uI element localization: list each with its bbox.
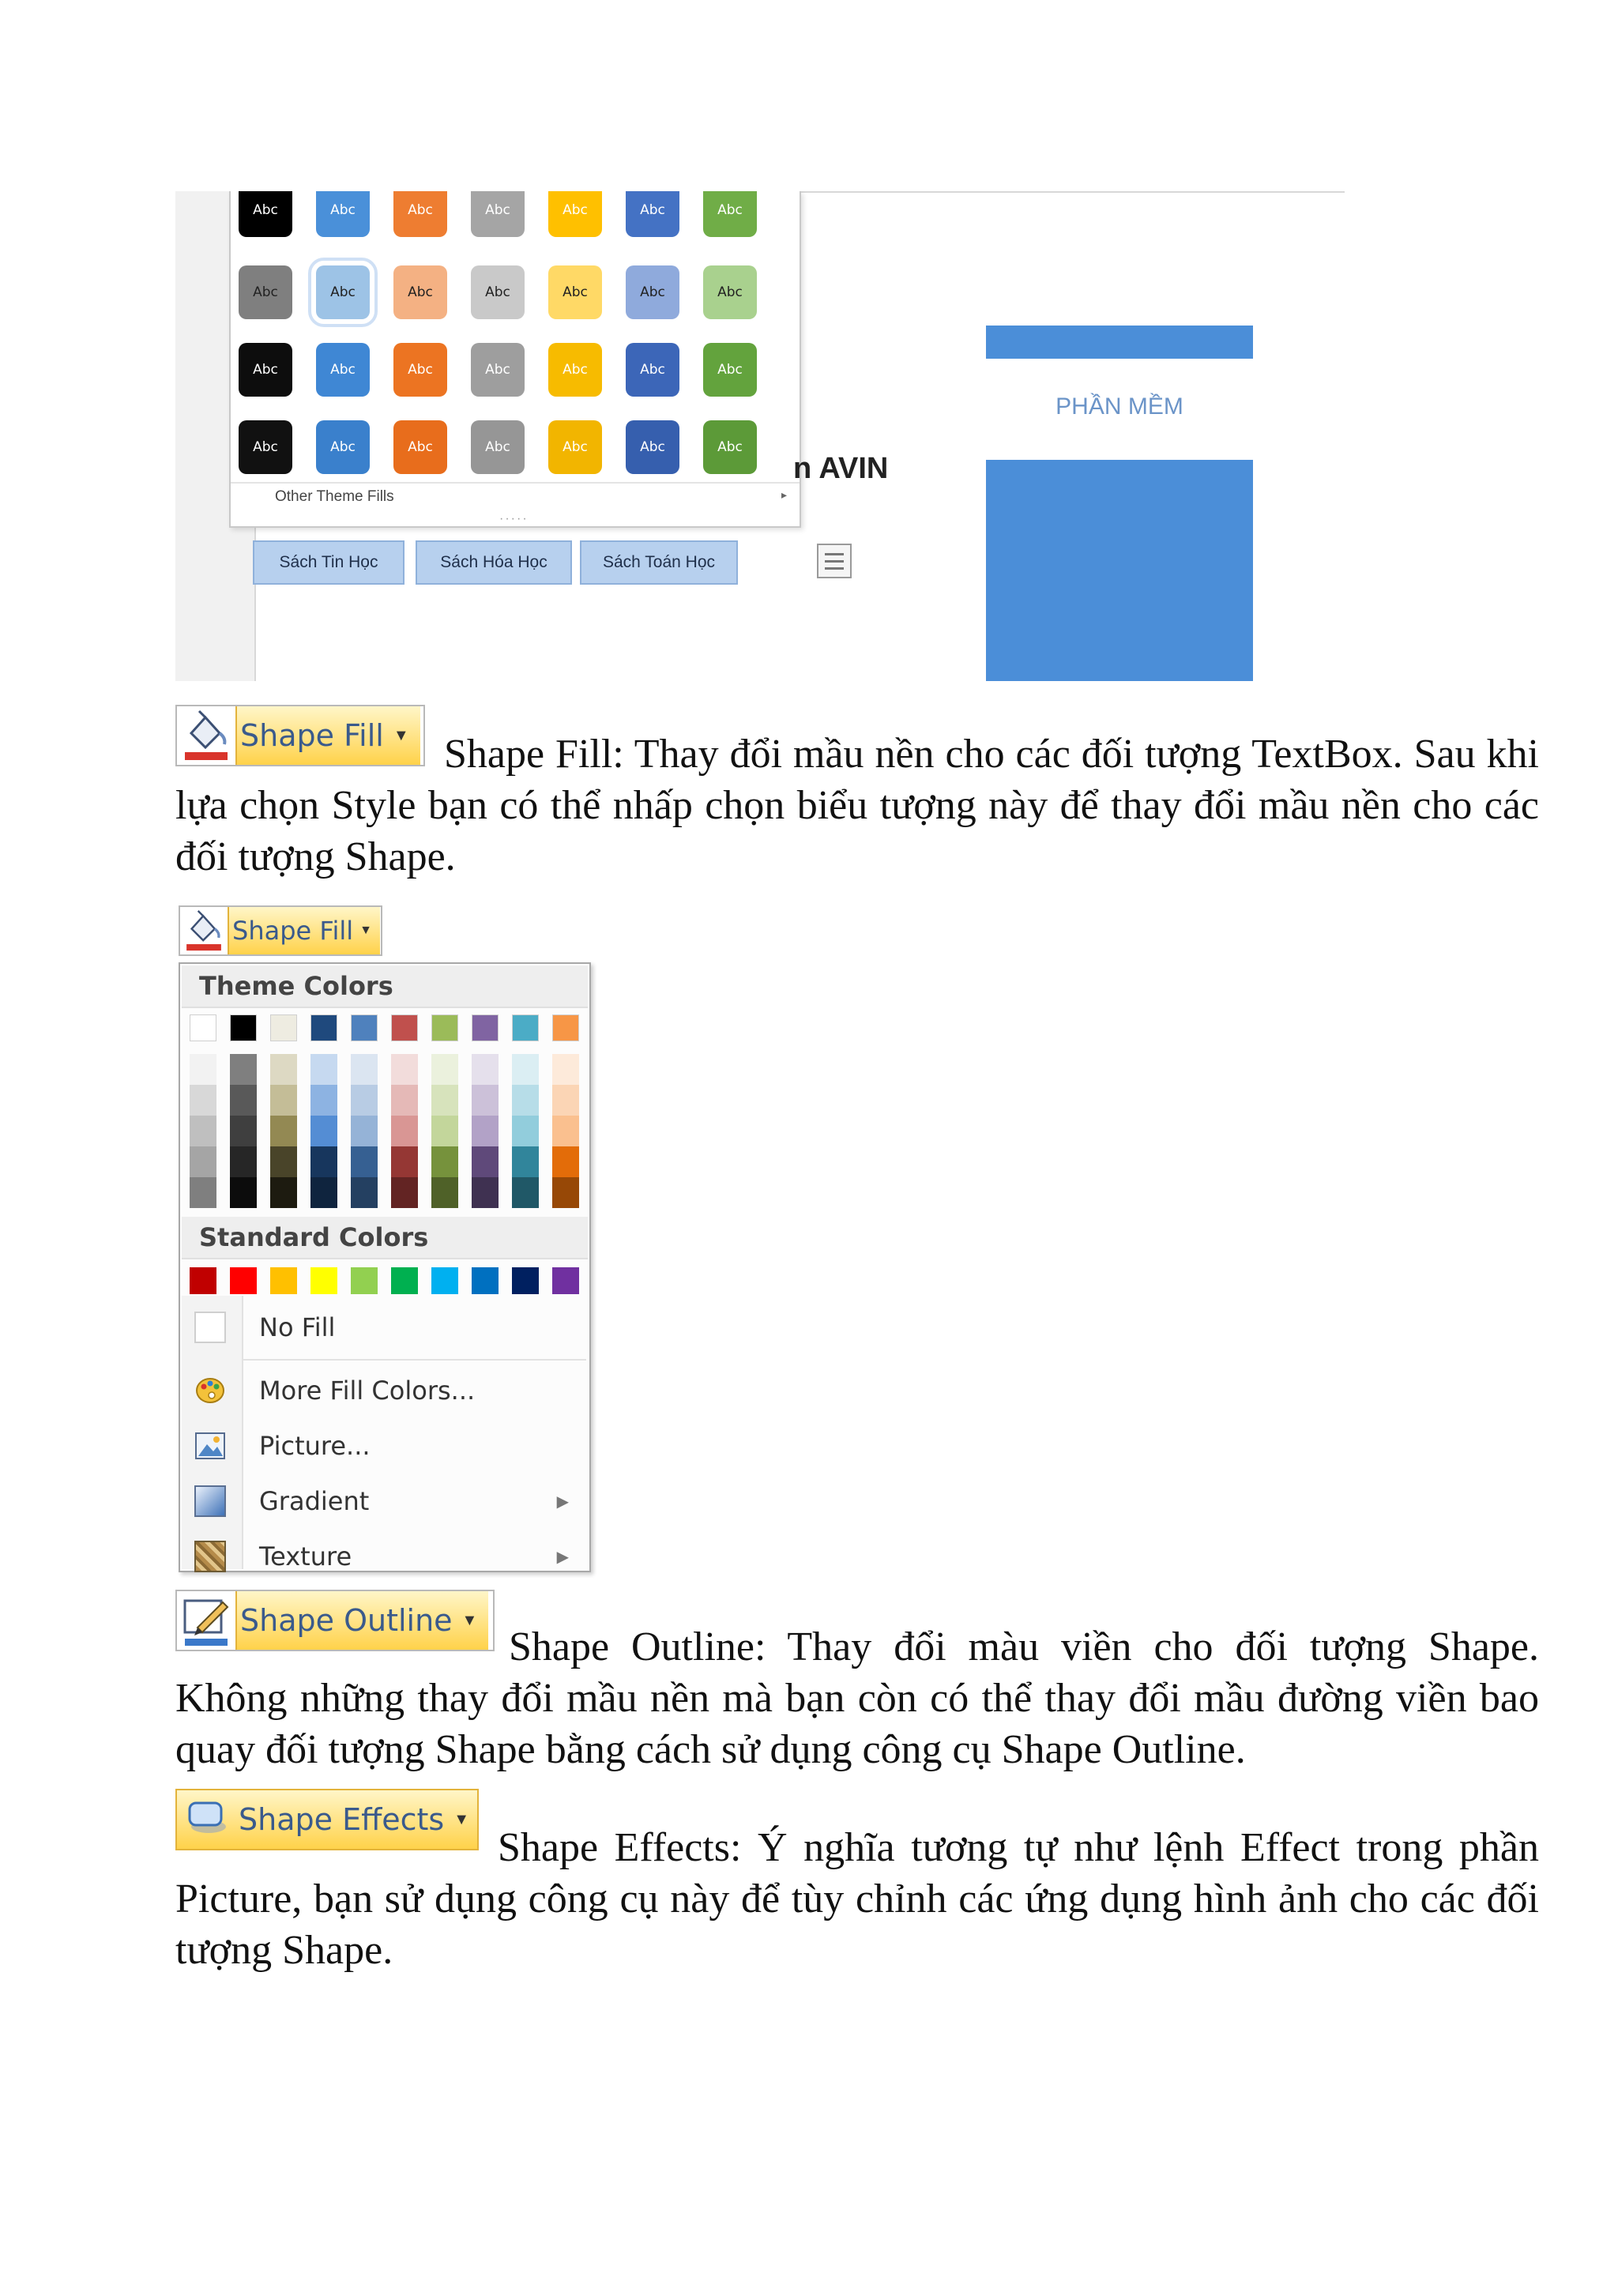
style-thumbnail[interactable]: Abc [393, 343, 447, 397]
theme-shade-swatch[interactable] [351, 1116, 378, 1146]
theme-shade-swatch[interactable] [472, 1116, 499, 1146]
style-thumbnail[interactable]: Abc [626, 420, 679, 474]
texture-label: Texture [259, 1541, 352, 1571]
shape-outline-label: Shape Outline [240, 1603, 453, 1638]
standard-color-swatch[interactable] [512, 1267, 539, 1294]
standard-color-swatch[interactable] [230, 1267, 257, 1294]
style-thumbnail[interactable]: Abc [316, 343, 370, 397]
pill-sach-tin-hoc[interactable]: Sách Tin Học [253, 540, 404, 585]
dropdown-caret-icon: ▼ [461, 1611, 478, 1629]
other-theme-fills-item[interactable]: Other Theme Fills [275, 488, 394, 505]
theme-shade-swatch[interactable] [190, 1085, 216, 1116]
picture-item[interactable] [180, 1421, 589, 1471]
theme-shade-swatch[interactable] [190, 1054, 216, 1085]
theme-color-swatch[interactable] [512, 1014, 539, 1041]
texture-icon [194, 1541, 226, 1572]
standard-color-swatch[interactable] [190, 1267, 216, 1294]
blue-box-shape [986, 460, 1253, 681]
theme-shade-swatch[interactable] [270, 1116, 297, 1146]
style-thumbnail[interactable]: Abc [393, 191, 447, 237]
theme-color-swatch[interactable] [310, 1014, 337, 1041]
theme-shade-swatch[interactable] [391, 1116, 418, 1146]
palette-icon [194, 1375, 226, 1406]
theme-shade-swatch[interactable] [552, 1085, 579, 1116]
style-thumbnail[interactable]: Abc [548, 191, 602, 237]
shape-fill-button-open[interactable] [179, 905, 382, 956]
theme-shade-swatch[interactable] [391, 1054, 418, 1085]
menu-separator [243, 1359, 586, 1361]
theme-shade-swatch[interactable] [391, 1146, 418, 1177]
theme-shade-swatch[interactable] [310, 1054, 337, 1085]
theme-shade-swatch[interactable] [512, 1054, 539, 1085]
style-thumbnail[interactable]: Abc [626, 265, 679, 319]
shape-fill-label: Shape Fill [240, 718, 384, 753]
shape-fill-dropdown [179, 962, 591, 1572]
theme-shade-swatch[interactable] [230, 1116, 257, 1146]
resize-grip-icon[interactable]: ····· [499, 512, 529, 525]
theme-shade-swatch[interactable] [351, 1146, 378, 1177]
gradient-label: Gradient [259, 1486, 370, 1516]
shape-effects-label: Shape Effects [239, 1802, 445, 1837]
theme-shade-swatch[interactable] [310, 1177, 337, 1208]
slide-top-border [800, 191, 1345, 193]
theme-shade-swatch[interactable] [190, 1177, 216, 1208]
style-thumbnail[interactable]: Abc [548, 420, 602, 474]
theme-shade-swatch[interactable] [230, 1177, 257, 1208]
standard-color-swatch[interactable] [431, 1267, 458, 1294]
style-thumbnail[interactable]: Abc [548, 343, 602, 397]
theme-shade-swatch[interactable] [431, 1177, 458, 1208]
standard-color-swatch[interactable] [391, 1267, 418, 1294]
shape-outline-description: Shape Outline: Thay đổi màu viền cho đối tượng Shape. Không những thay đổi mầu nền mà bạn còn có thể thay đổi mầu đường viền bao quay đối tượng Shape bằng cách sử dụng công cụ Shape Outline. [175, 1624, 1539, 1772]
gradient-item[interactable] [180, 1476, 589, 1526]
theme-shade-swatch[interactable] [270, 1177, 297, 1208]
theme-shade-swatch[interactable] [391, 1085, 418, 1116]
theme-shade-swatch[interactable] [431, 1116, 458, 1146]
theme-color-swatch[interactable] [351, 1014, 378, 1041]
theme-shade-swatch[interactable] [351, 1177, 378, 1208]
theme-shade-swatch[interactable] [230, 1146, 257, 1177]
theme-shade-swatch[interactable] [431, 1146, 458, 1177]
theme-color-swatch[interactable] [472, 1014, 499, 1041]
theme-shade-swatch[interactable] [351, 1054, 378, 1085]
theme-shade-swatch[interactable] [552, 1146, 579, 1177]
style-thumbnail[interactable]: Abc [548, 265, 602, 319]
theme-shade-swatch[interactable] [472, 1146, 499, 1177]
theme-shade-swatch[interactable] [351, 1085, 378, 1116]
theme-shade-swatch[interactable] [310, 1146, 337, 1177]
style-gallery-screenshot [175, 191, 1345, 681]
theme-shade-swatch[interactable] [270, 1146, 297, 1177]
style-thumbnail[interactable]: Abc [471, 420, 525, 474]
gallery-separator [231, 482, 800, 484]
submenu-arrow-icon: ▶ [556, 1548, 569, 1566]
theme-color-swatch[interactable] [230, 1014, 257, 1041]
theme-shade-swatch[interactable] [472, 1177, 499, 1208]
theme-color-swatch[interactable] [270, 1014, 297, 1041]
style-thumbnail[interactable]: Abc [316, 265, 370, 319]
style-thumbnail[interactable]: Abc [239, 420, 292, 474]
style-thumbnail[interactable]: Abc [626, 343, 679, 397]
picture-label: Picture... [259, 1431, 371, 1461]
texture-item[interactable] [180, 1531, 589, 1582]
style-thumbnail[interactable]: Abc [239, 191, 292, 237]
shape-fill-label: Shape Fill [232, 916, 354, 946]
style-thumbnail[interactable]: Abc [471, 265, 525, 319]
theme-color-swatch[interactable] [391, 1014, 418, 1041]
theme-shade-swatch[interactable] [270, 1085, 297, 1116]
pill-sach-toan-hoc[interactable]: Sách Toán Học [580, 540, 738, 585]
theme-shade-swatch[interactable] [552, 1116, 579, 1146]
standard-colors-header: Standard Colors [182, 1217, 588, 1259]
standard-color-swatch[interactable] [270, 1267, 297, 1294]
theme-shade-swatch[interactable] [310, 1116, 337, 1146]
theme-shade-swatch[interactable] [190, 1146, 216, 1177]
style-thumbnail[interactable]: Abc [703, 191, 757, 237]
theme-shade-swatch[interactable] [472, 1085, 499, 1116]
theme-shade-swatch[interactable] [230, 1085, 257, 1116]
standard-color-swatch[interactable] [351, 1267, 378, 1294]
theme-shade-swatch[interactable] [512, 1085, 539, 1116]
paint-bucket-icon [180, 907, 228, 954]
theme-color-swatch[interactable] [431, 1014, 458, 1041]
theme-shade-swatch[interactable] [552, 1177, 579, 1208]
standard-color-swatch[interactable] [552, 1267, 579, 1294]
more-fill-colors-label: More Fill Colors... [259, 1376, 476, 1406]
style-thumbnail[interactable]: Abc [471, 343, 525, 397]
theme-shade-swatch[interactable] [512, 1177, 539, 1208]
more-fill-colors-item[interactable] [180, 1365, 589, 1416]
style-thumbnail[interactable]: Abc [703, 343, 757, 397]
standard-color-swatch[interactable] [472, 1267, 499, 1294]
style-thumbnail[interactable]: Abc [626, 191, 679, 237]
submenu-arrow-icon: ▶ [556, 1492, 569, 1511]
standard-color-swatch[interactable] [310, 1267, 337, 1294]
pill-sach-hoa-hoc[interactable]: Sách Hóa Học [416, 540, 572, 585]
theme-shade-swatch[interactable] [472, 1054, 499, 1085]
style-thumbnail[interactable]: Abc [239, 343, 292, 397]
dropdown-caret-icon: ▼ [393, 726, 409, 744]
avin-title-text: n AVIN [793, 452, 889, 485]
theme-shade-swatch[interactable] [310, 1085, 337, 1116]
style-thumbnail[interactable]: Abc [316, 420, 370, 474]
theme-shade-swatch[interactable] [552, 1054, 579, 1085]
dropdown-caret-icon: ▼ [359, 924, 372, 937]
style-thumbnail[interactable]: Abc [393, 420, 447, 474]
style-thumbnail[interactable]: Abc [316, 191, 370, 237]
style-thumbnail[interactable]: Abc [703, 265, 757, 319]
theme-shade-swatch[interactable] [431, 1054, 458, 1085]
no-fill-item[interactable] [180, 1302, 589, 1353]
theme-shade-swatch[interactable] [512, 1146, 539, 1177]
theme-color-swatch[interactable] [190, 1014, 216, 1041]
gradient-icon [194, 1485, 226, 1517]
submenu-arrow-icon: ▸ [781, 488, 787, 501]
style-thumbnail[interactable]: Abc [703, 420, 757, 474]
theme-shade-swatch[interactable] [512, 1116, 539, 1146]
theme-shade-swatch[interactable] [190, 1116, 216, 1146]
more-layout-icon[interactable] [817, 544, 852, 578]
phan-mem-text: PHẦN MỀM [1055, 393, 1183, 420]
dropdown-caret-icon: ▼ [453, 1810, 470, 1828]
picture-icon [194, 1430, 226, 1462]
style-thumbnail[interactable]: Abc [239, 265, 292, 319]
theme-shade-swatch[interactable] [270, 1054, 297, 1085]
shape-fill-description: Shape Fill: Thay đổi mầu nền cho các đối tượng TextBox. Sau khi lựa chọn Style bạn có thể nhấp chọn biểu tượng này để thay đổi mầu nền cho các đối tượng Shape. [175, 732, 1539, 879]
shape-style-gallery [229, 191, 801, 528]
style-thumbnail[interactable]: Abc [393, 265, 447, 319]
theme-color-swatch[interactable] [552, 1014, 579, 1041]
shape-effects-description: Shape Effects: Ý nghĩa tương tự như lệnh Effect trong phần Picture, bạn sử dụng công cụ này để tùy chỉnh các ứng dụng hình ảnh cho các đối tượng Shape. [175, 1825, 1539, 1973]
theme-colors-header: Theme Colors [182, 965, 588, 1008]
no-fill-icon [194, 1312, 226, 1343]
theme-shade-swatch[interactable] [391, 1177, 418, 1208]
theme-shade-swatch[interactable] [431, 1085, 458, 1116]
no-fill-label: No Fill [259, 1312, 336, 1342]
style-thumbnail[interactable]: Abc [471, 191, 525, 237]
theme-shade-swatch[interactable] [230, 1054, 257, 1085]
blue-bar-shape [986, 326, 1253, 359]
